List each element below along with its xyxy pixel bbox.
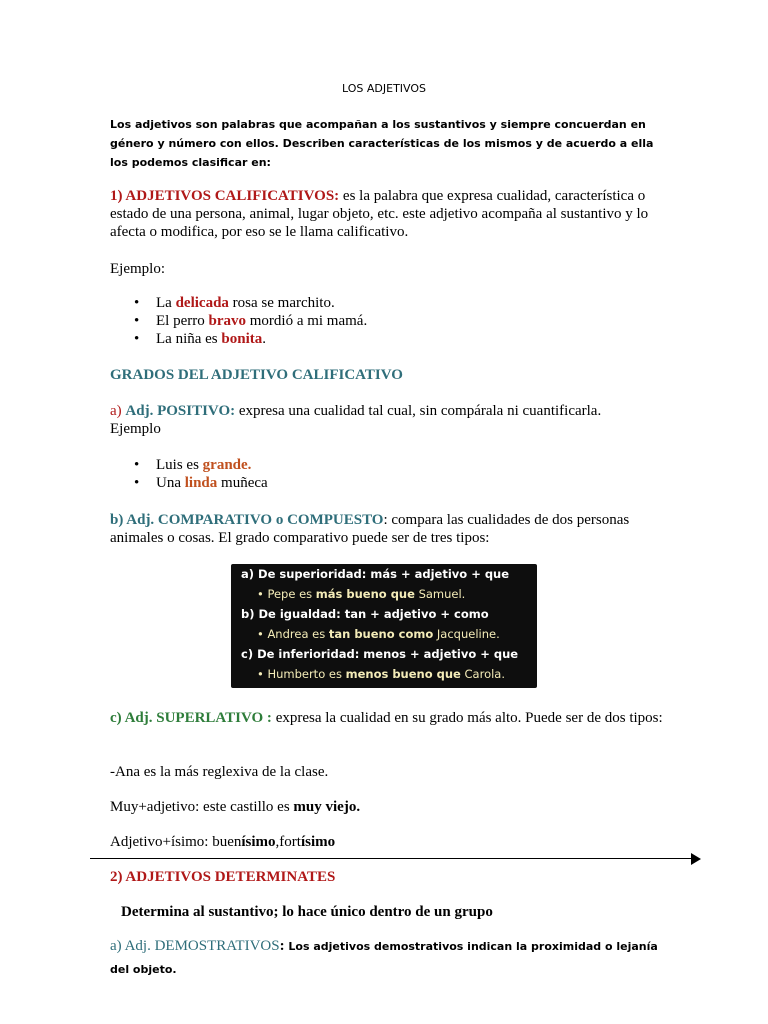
superlativo-example-3: Adjetivo+ísimo: buenísimo,fortísimo	[110, 834, 336, 850]
list-item: • La niña es bonita.	[134, 330, 367, 348]
calificativos-heading: 1) ADJETIVOS CALIFICATIVOS:	[110, 188, 340, 204]
positivo-paragraph: a) Adj. POSITIVO: expresa una cualidad tal cual, sin compárala ni cuantificarla. Ejemplo	[110, 403, 602, 437]
inferioridad-rule: c) De inferioridad: menos + adjetivo + que	[241, 647, 519, 661]
determinativos-subheading: Determina al sustantivo; lo hace único dentro de un grupo	[121, 904, 493, 920]
inferioridad-example: • Humberto es menos bueno que Carola.	[257, 667, 506, 681]
demostrativos-paragraph: a) Adj. DEMOSTRATIVOS: Los adjetivos demostrativos indican la proximidad o lejanía del objeto.	[110, 938, 658, 976]
calificativos-text: es la palabra que expresa cualidad, característica o estado de una persona, animal, lugar objeto, etc. este adjetivo acompaña al sustantivo y lo afecta o modifica, por eso se le llama calificativo.	[110, 188, 649, 240]
intro-paragraph: Los adjetivos son palabras que acompañan a los sustantivos y siempre concuerdan en género y número con ellos. Describen características de los mismos y de acuerdo a ella los podemos clasificar en:	[110, 118, 654, 169]
superioridad-example: • Pepe es más bueno que Samuel.	[257, 587, 466, 601]
igualdad-rule: b) De igualdad: tan + adjetivo + como	[241, 607, 489, 621]
superioridad-rule: a) De superioridad: más + adjetivo + que	[241, 567, 510, 581]
superlativo-example-2: Muy+adjetivo: este castillo es muy viejo.	[110, 799, 361, 815]
determinativos-heading: 2) ADJETIVOS DETERMINATES	[110, 869, 336, 885]
demostrativos-heading: Adj. DEMOSTRATIVOS	[124, 938, 280, 954]
positivo-examples	[134, 456, 268, 492]
superlativo-paragraph: c) Adj. SUPERLATIVO : expresa la cualidad en su grado más alto. Puede ser de dos tipos:	[110, 710, 663, 726]
demostrativos-text: Los adjetivos demostrativos indican la proximidad o lejanía del objeto.	[110, 940, 658, 976]
superlativo-heading: c) Adj. SUPERLATIVO :	[110, 710, 272, 726]
igualdad-example: • Andrea es tan bueno como Jacqueline.	[257, 627, 500, 641]
grados-heading: GRADOS DEL ADJETIVO CALIFICATIVO	[110, 367, 403, 383]
list-item: • El perro bravo mordió a mi mamá.	[134, 312, 367, 330]
positivo-heading: Adj. POSITIVO:	[125, 403, 236, 419]
list-item: • La delicada rosa se marchito.	[134, 294, 367, 312]
comparativo-paragraph: b) Adj. COMPARATIVO o COMPUESTO: compara las cualidades de dos personas animales o cosas. El grado comparativo puede ser de tres tipos:	[110, 512, 630, 546]
calificativos-paragraph	[110, 187, 670, 241]
arrow-head-icon	[691, 853, 701, 865]
list-item: • Una linda muñeca	[134, 474, 268, 492]
calificativos-examples	[134, 294, 367, 348]
superlativo-example-1: -Ana es la más reglexiva de la clase.	[110, 764, 329, 780]
comparativo-heading: Adj. COMPARATIVO o COMPUESTO	[126, 512, 384, 528]
document-title: LOS ADJETIVOS	[342, 82, 426, 95]
positivo-example-label: Ejemplo	[110, 421, 161, 437]
comparativo-blackboard-image	[231, 564, 537, 688]
example-label: Ejemplo:	[110, 261, 165, 277]
divider-arrow-line	[90, 858, 694, 859]
list-item: • Luis es grande.	[134, 456, 268, 474]
